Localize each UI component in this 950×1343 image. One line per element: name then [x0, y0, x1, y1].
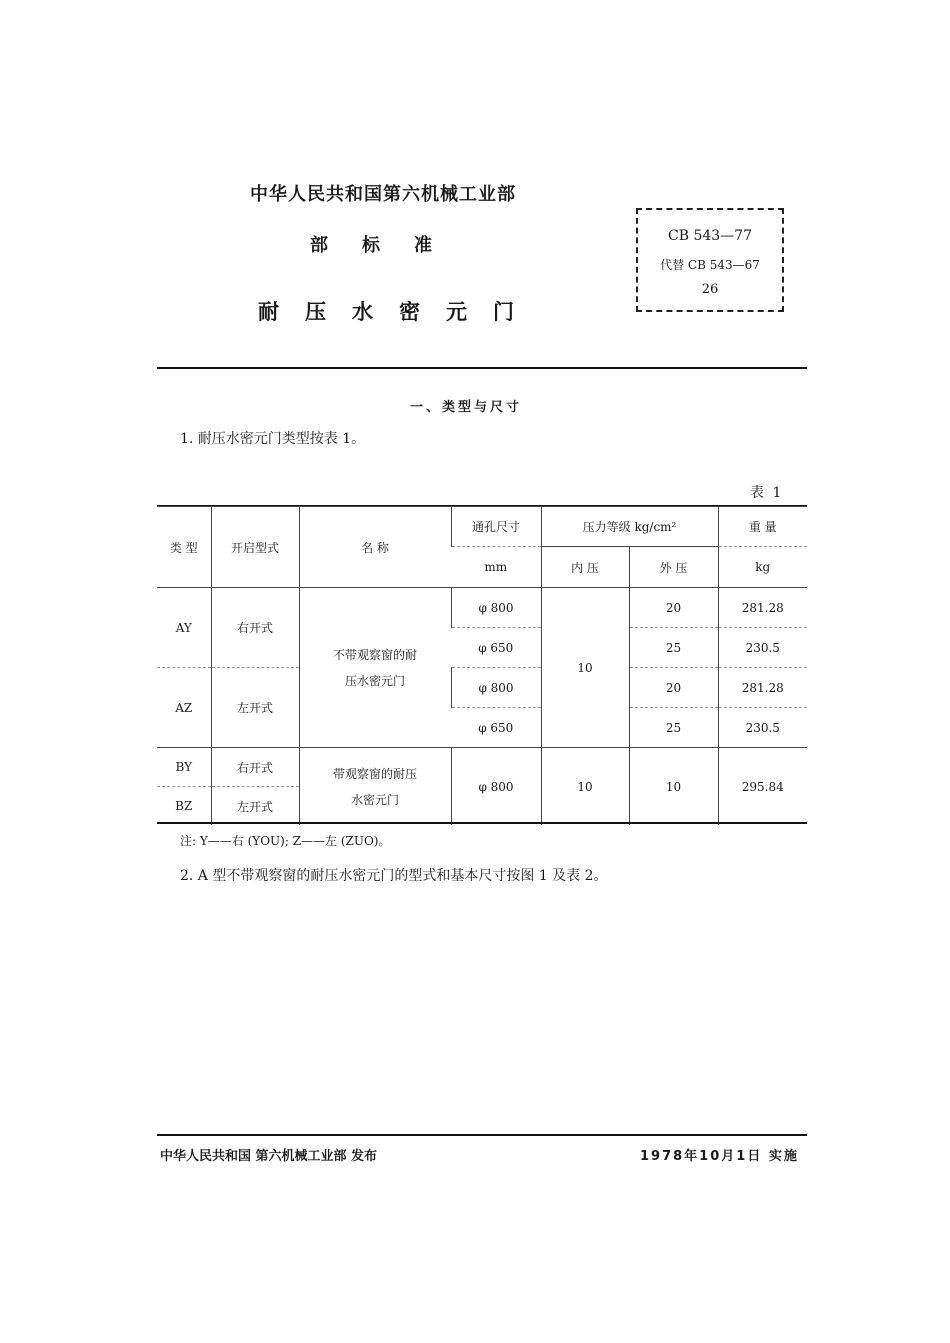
- header-weight: 重 量: [718, 507, 807, 547]
- inner-cell: 10: [541, 588, 629, 748]
- bore-cell: φ 650: [451, 628, 541, 668]
- table-row: [157, 668, 807, 708]
- outer-cell: 10: [629, 748, 718, 826]
- inner-cell: 10: [541, 748, 629, 826]
- standard-type: 部标准: [310, 235, 466, 256]
- bore-cell: φ 800: [451, 668, 541, 708]
- footer-divider: [157, 1134, 807, 1136]
- standard-code: CB 543—77: [668, 228, 752, 244]
- outer-cell: 25: [629, 628, 718, 668]
- header-name: 名 称: [299, 507, 451, 588]
- effective-date: 1978年10月1日 实施: [640, 1149, 799, 1164]
- table-note: 注: Y——右 (YOU); Z——左 (ZUO)。: [180, 834, 391, 848]
- type-cell: BY: [157, 748, 211, 787]
- outer-cell: 20: [629, 588, 718, 628]
- type-cell: AY: [157, 588, 211, 668]
- header-pressure: 压力等级 kg/cm²: [541, 507, 718, 547]
- header-bore-unit: mm: [451, 547, 541, 588]
- bore-cell: φ 800: [451, 748, 541, 826]
- outer-cell: 20: [629, 668, 718, 708]
- name-cell: 带观察窗的耐压水密元门: [299, 748, 451, 826]
- type-cell: BZ: [157, 787, 211, 826]
- weight-cell: 230.5: [718, 708, 807, 748]
- table-bottom-rule: [157, 822, 807, 824]
- header-divider: [157, 367, 807, 369]
- clause-2: 2. A 型不带观察窗的耐压水密元门的型式和基本尺寸按图 1 及表 2。: [180, 868, 608, 884]
- weight-cell: 281.28: [718, 668, 807, 708]
- table-label: 表 1: [750, 485, 784, 501]
- type-cell: AZ: [157, 668, 211, 748]
- table-header-row: [157, 507, 807, 547]
- header-outer: 外 压: [629, 547, 718, 588]
- document-title: 耐压水密元门: [258, 300, 540, 324]
- outer-cell: 25: [629, 708, 718, 748]
- bore-cell: φ 800: [451, 588, 541, 628]
- standard-number: 26: [701, 282, 719, 297]
- open-cell: 左开式: [211, 668, 299, 748]
- ministry-title: 中华人民共和国第六机械工业部: [250, 184, 516, 205]
- replaces-code: 代替 CB 543—67: [660, 258, 760, 272]
- bore-cell: φ 650: [451, 708, 541, 748]
- table-row: [157, 748, 807, 787]
- clause-1: 1. 耐压水密元门类型按表 1。: [180, 431, 366, 447]
- door-types-table: [157, 506, 807, 825]
- weight-cell: 295.84: [718, 748, 807, 826]
- header-type: 类 型: [157, 507, 211, 588]
- header-weight-unit: kg: [718, 547, 807, 588]
- issuer: 中华人民共和国 第六机械工业部 发布: [160, 1149, 378, 1164]
- open-cell: 右开式: [211, 748, 299, 787]
- open-cell: 左开式: [211, 787, 299, 826]
- table-row: [157, 588, 807, 628]
- header-bore: 通孔尺寸: [451, 507, 541, 547]
- name-cell: 不带观察窗的耐压水密元门: [299, 588, 451, 748]
- header-inner: 内 压: [541, 547, 629, 588]
- header-open: 开启型式: [211, 507, 299, 588]
- open-cell: 右开式: [211, 588, 299, 668]
- weight-cell: 281.28: [718, 588, 807, 628]
- standard-code-box: [636, 208, 784, 312]
- weight-cell: 230.5: [718, 628, 807, 668]
- section-title: 一、类型与尺寸: [410, 400, 523, 415]
